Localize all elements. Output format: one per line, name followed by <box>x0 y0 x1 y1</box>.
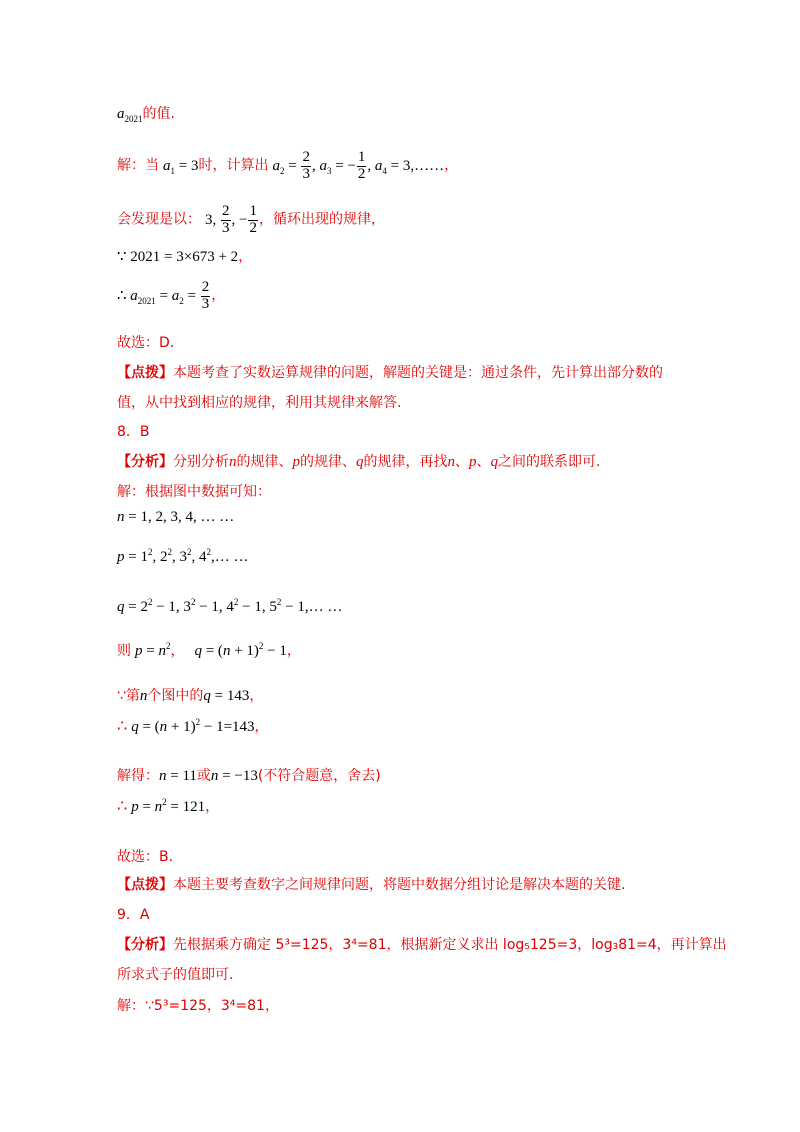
text-cycle-tail: ，循环出现的规律， <box>258 211 385 228</box>
line-n-values <box>117 508 760 526</box>
text-compute: 时，计算出 <box>198 157 269 174</box>
tag-tip-8: 【点拨】 <box>117 877 173 893</box>
line-therefore-q-eq: ∴ $q = (n + 1)^2 - 1=143$， <box>117 716 269 735</box>
line-solution-compute: 解：当 $a_1 = 3$时，计算出 $a_2$ = $\frac{2}{3}$ , $a_3$ = − $\frac{1}{2}$ , $a_4$ = 3,……， <box>117 149 459 182</box>
text-answer-b: 故选：B. <box>117 849 174 865</box>
line-because-q143: ∵第n个图中的q = 143， <box>117 688 264 704</box>
text-tip-8: 本题主要考查数字之间规律问题，将题中数据分组讨论是解决本题的关键. <box>173 877 626 893</box>
math-q-formula: $q = (n + 1)^2 - 1$ <box>194 641 287 659</box>
text-solution-when: 解：当 <box>117 157 159 174</box>
line-solve-n: 解得：n = 11或n = −13(不符合题意，舍去) <box>117 768 381 784</box>
text-solution-9: 解：∵5³=125，3⁴=81， <box>117 998 279 1014</box>
text-value-tail: 的值. <box>142 106 175 122</box>
tag-tip: 【点拨】 <box>117 365 173 381</box>
line-q-values <box>117 597 760 616</box>
math-p-values: $p = 1^2$, $2^2$, $3^2$, $4^2,\dots$ … <box>117 547 249 565</box>
line-therefore-p: ∴ $p = n^2 = 121$， <box>117 796 220 815</box>
text-solution-8: 解：根据图中数据可知： <box>117 484 271 500</box>
text-found: 会发现是以： <box>117 211 201 228</box>
math-n-neg13: n = −13 <box>210 768 258 784</box>
line-a2021-value <box>117 103 760 124</box>
math-cycle-values: 3, $\frac{2}{3}$ , − $\frac{1}{2}$ <box>205 203 257 236</box>
line-analysis-9 <box>117 934 760 954</box>
math-because-2021: ∵ 2021 = 3×673 + 2 <box>117 249 239 265</box>
math-a2021: $a_{2021}$ <box>117 106 143 124</box>
line-tip-8 <box>117 874 760 894</box>
text-question-9: 9．A <box>117 907 150 923</box>
text-question-8: 8．B <box>117 424 150 440</box>
line-tip-7 <box>117 362 760 382</box>
math-p-formula: $p = n^2$ <box>135 641 171 659</box>
math-n-values: n = 1, 2, 3, 4, … … <box>117 509 235 525</box>
math-therefore-a2021: ∴ $a_{2021} = a_2$ = $\frac{2}{3}$ <box>117 279 210 312</box>
tag-analysis: 【分析】 <box>117 454 173 470</box>
line-cycle <box>117 204 760 237</box>
text-answer-d: 故选：D. <box>117 335 175 351</box>
text-tip-7a: 本题考查了实数运算规律的问题，解题的关键是：通过条件，先计算出部分数的 <box>173 365 663 381</box>
line-general-formula: 则 $p = n^2$， $q = (n + 1)^2 - 1$， <box>117 641 301 659</box>
line-because-2021: ∵ 2021 = 3×673 + 2， <box>117 249 253 265</box>
text-analysis-9a: 先根据乘方确定 5³=125，3⁴=81，根据新定义求出 log₅125=3，log₃81=4，再计算出 <box>173 937 727 953</box>
math-q-equation: $q = (n + 1)^2 - 1=143$ <box>131 717 255 735</box>
math-q-143: q = 143 <box>203 688 250 704</box>
math-n-11: n = 11 <box>159 768 197 784</box>
line-analysis-8: 【分析】分别分析n的规律、p的规律、q的规律，再找n、p、q之间的联系即可. <box>117 454 601 470</box>
text-tip-7b: 值，从中找到相应的规律，利用其规律来解答. <box>117 395 402 411</box>
math-q-values: $q = 2^2 - 1$, $3^2 - 1$, $4^2 - 1$, $5^2$ − 1,… … <box>117 597 343 615</box>
math-p-121: $p = n^2 = 121$ <box>131 797 206 815</box>
math-a1-eq-3: $a_1 = 3$ <box>163 157 199 176</box>
math-a2-a3-a4: $a_2$ = $\frac{2}{3}$ , $a_3$ = − $\frac{1}{2}$ , $a_4$ = 3,…… <box>272 149 445 182</box>
line-therefore-a2021: ∴ $a_{2021} = a_2$ = $\frac{2}{3}$ ， <box>117 279 226 312</box>
line-p-values <box>117 547 760 566</box>
text-analysis-9b: 所求式子的值即可. <box>117 967 234 983</box>
tag-analysis-9: 【分析】 <box>117 937 173 953</box>
